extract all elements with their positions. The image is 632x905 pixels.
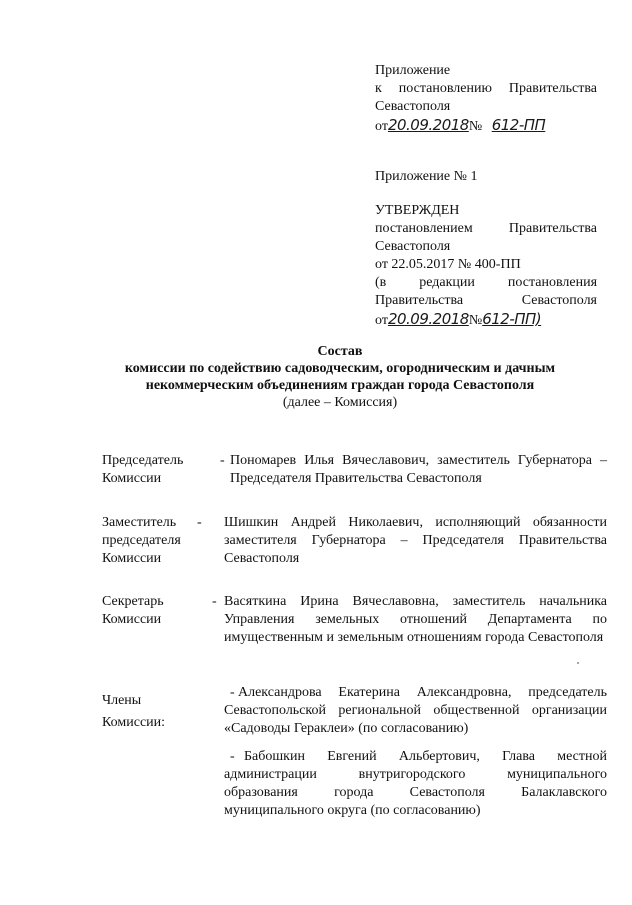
member-role: Заместитель председателя Комиссии [102,515,181,566]
handwritten-date: 20.09.2018 [387,310,469,328]
handwritten-number: 612-ПП) [482,310,542,328]
title-note: (далее – Комиссия) [282,395,398,410]
appendix-city: Севастополя [375,99,451,114]
scan-speck [577,662,579,664]
title-line: некоммерческим объединениям граждан города Севастополя [145,378,535,393]
dash: - [230,749,235,764]
appendix-header [375,62,597,136]
handwritten-date: 20.09.2018 [387,116,469,134]
member-description: Пономарев Илья Вячеславович, заместитель Губернатора – Председателя Правительства Севастополя [230,453,607,486]
approved-block: УТВЕРЖДЕН постановлением Правительства Севастополя от 22.05.2017 № 400-ПП (в редакции постановления Правительства Севастополя от20.09.2018№612-ПП) [375,203,598,328]
member-description: Шишкин Андрей Николаевич, исполняющий обязанности заместителя Губернатора – Председателя Правительства Севастополя [224,515,607,566]
dash: - [197,515,202,530]
document-title [60,343,620,411]
appendix-label: Приложение [375,63,451,78]
approved-original-date: от 22.05.2017 № 400-ПП [375,257,521,272]
member-description: Васяткина Ирина Вячеславовна, заместитель начальника Управления земельных отношений Департамента по имущественным и земельным отношениям города Севастополя [224,594,607,645]
member-description: Александрова Екатерина Александровна, председатель Севастопольской региональной общественной организации «Садоводы Гераклеи» (по согласованию) [224,685,607,736]
member-description: Бабошкин Евгений Альбертович, Глава местной администрации внутригородского муниципального образования города Севастополя Балаклавского муниципального округа (по согласованию) [224,749,607,818]
approved-date-line: от20.09.2018№612-ПП) [375,310,542,328]
title-line: комиссии по содействию садоводческим, огородническим и дачным [124,361,556,376]
member-role: Члены Комиссии: [102,693,166,730]
dash: - [212,594,217,609]
appendix-number: Приложение № 1 [375,169,478,184]
dash: - [220,453,225,468]
handwritten-number: 612-ПП [491,116,546,134]
member-role: Председатель Комиссии [102,453,184,486]
appendix-resolution-line: к постановлению Правительства [375,81,597,96]
member-role: Секретарь Комиссии [102,594,164,627]
approved-heading: УТВЕРЖДЕН [375,203,460,218]
dash: - [230,685,235,700]
title-line: Состав [317,344,363,359]
appendix-date-line: от20.09.2018№ 612-ПП [375,116,546,134]
